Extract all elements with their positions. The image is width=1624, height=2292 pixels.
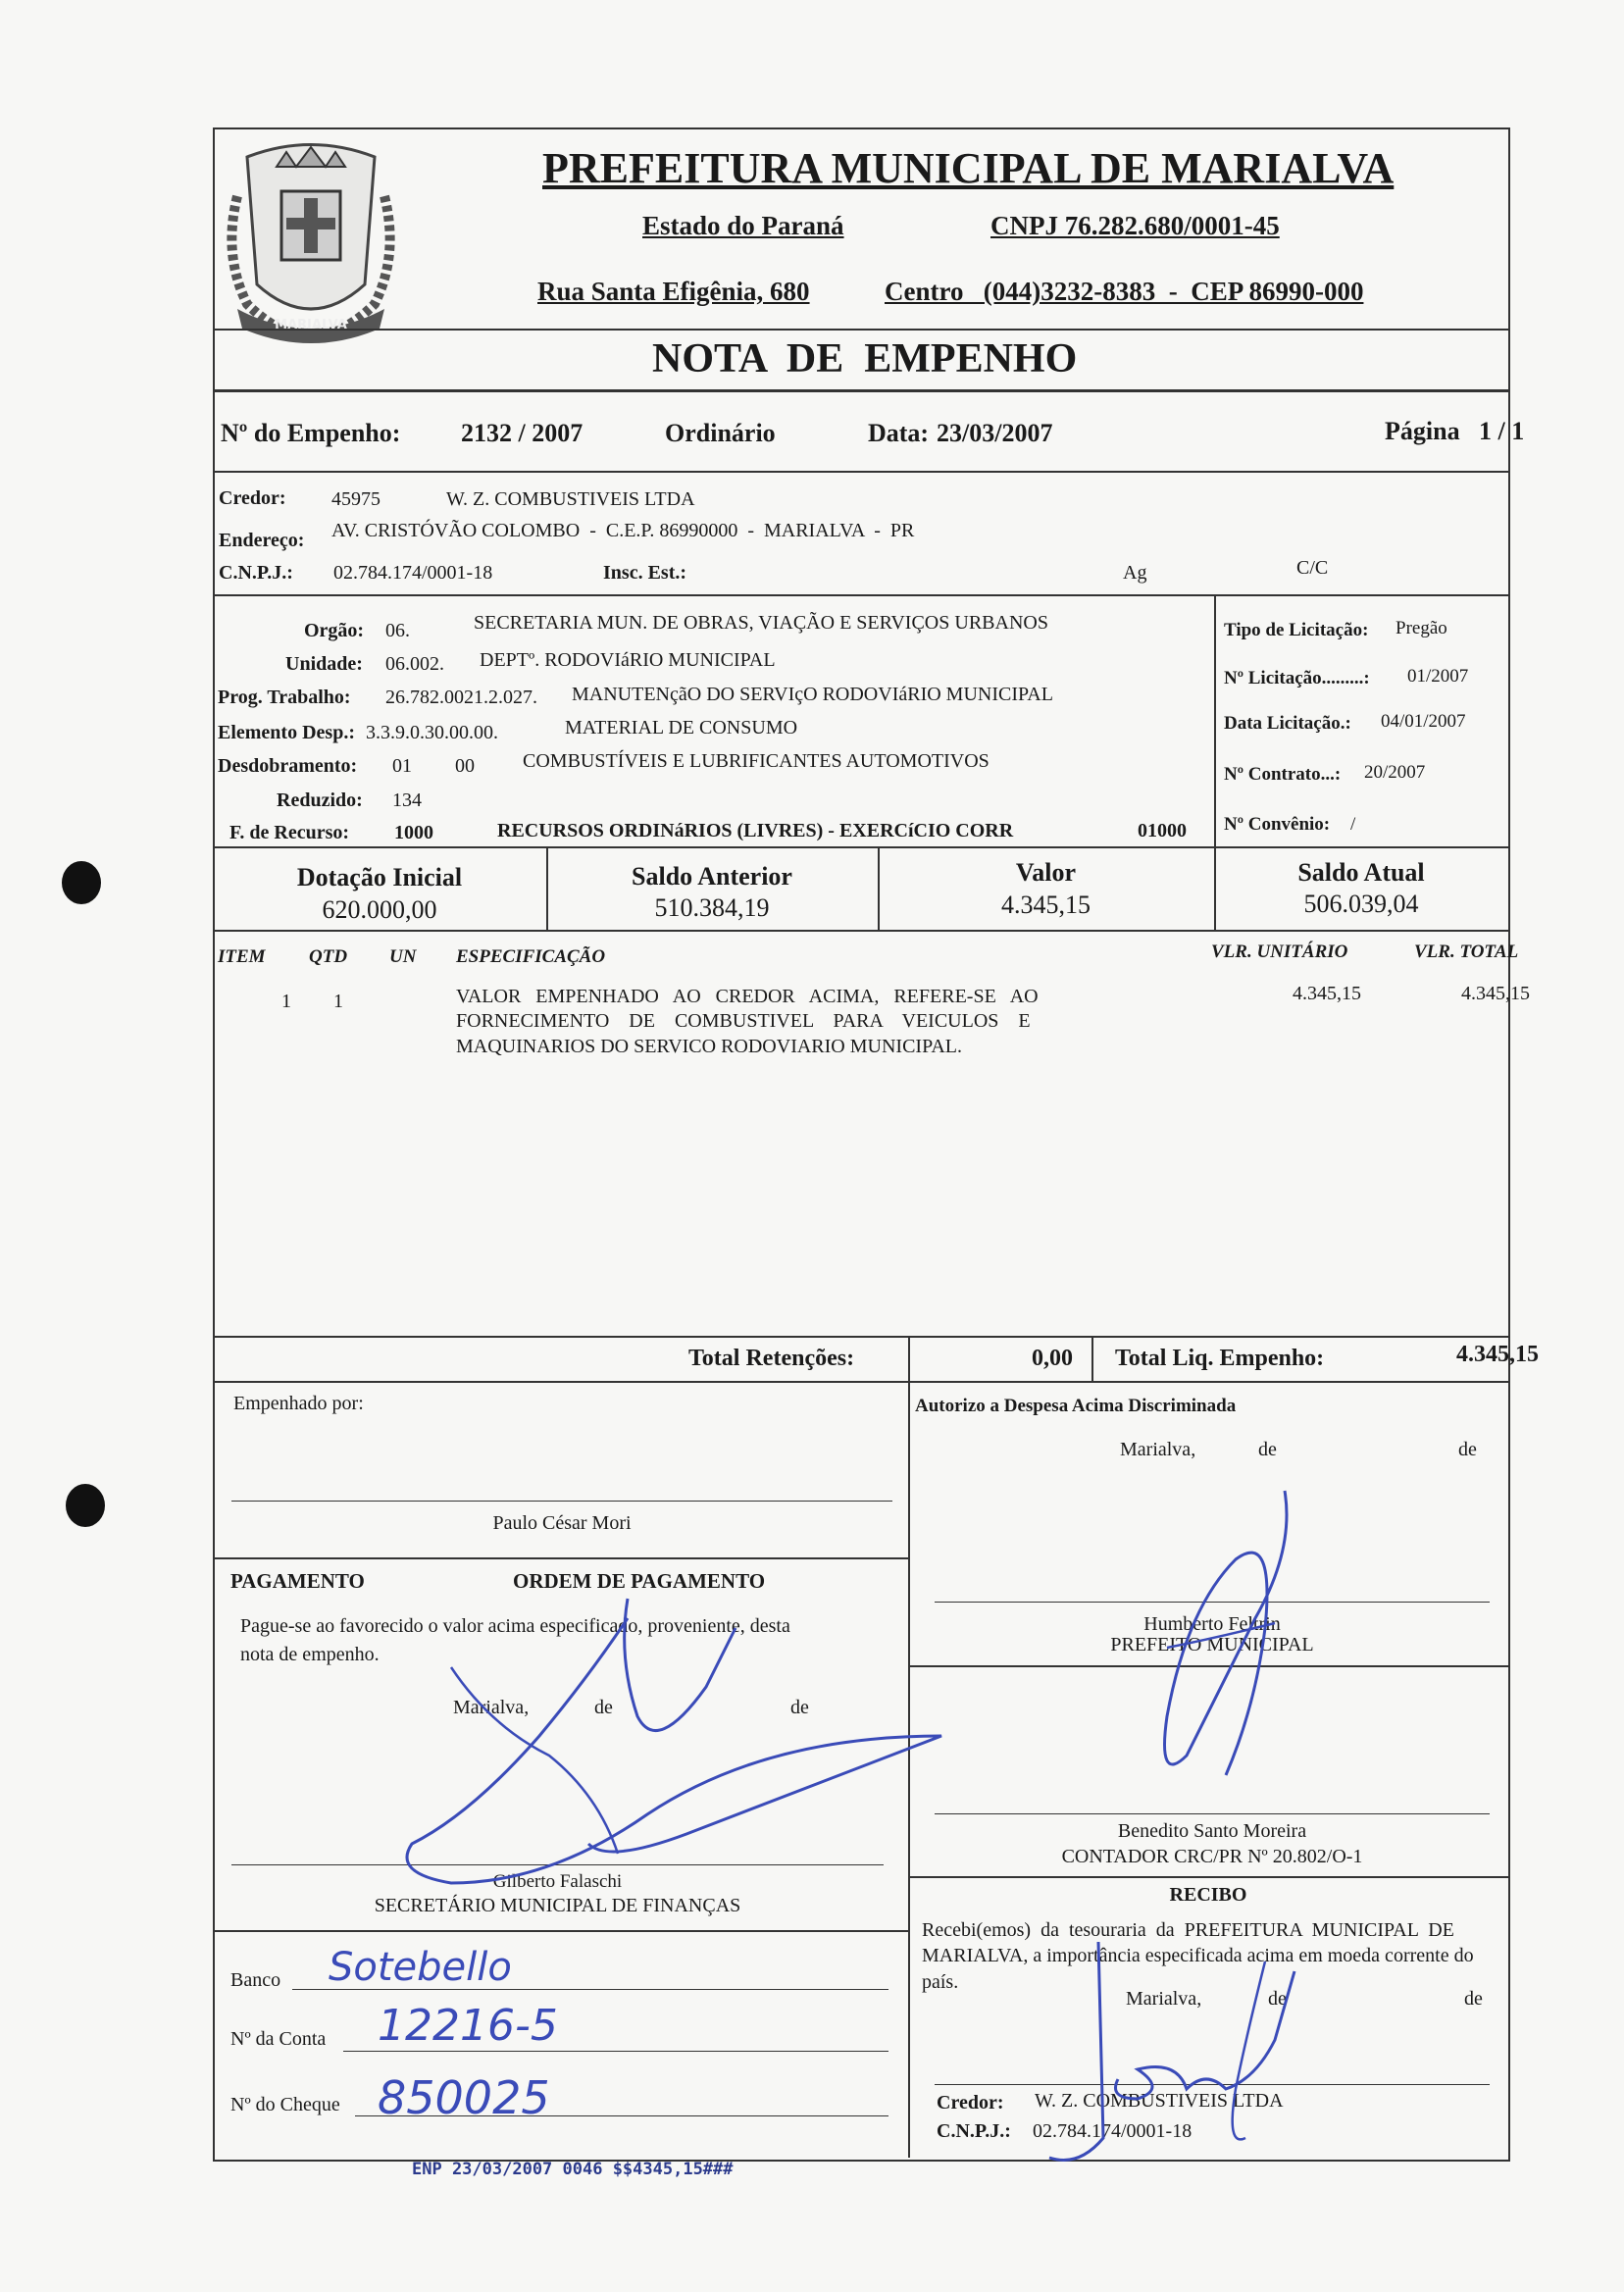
saldo-anterior-label: Saldo Anterior bbox=[632, 862, 792, 891]
contrato-number: 20/2007 bbox=[1364, 762, 1426, 783]
empenho-date: 23/03/2007 bbox=[937, 419, 1053, 447]
recibo-title: RECIBO bbox=[1169, 1884, 1247, 1906]
recibo-cnpj-label: C.N.P.J.: bbox=[937, 2120, 1011, 2142]
conta-label: Nº da Conta bbox=[230, 2028, 327, 2050]
signature-line bbox=[935, 1813, 1490, 1814]
mayor-title: PREFEITO MUNICIPAL bbox=[1110, 1634, 1314, 1655]
pagamento-label: PAGAMENTO bbox=[230, 1569, 365, 1593]
header-street: Rua Santa Efigênia, 680 bbox=[537, 277, 810, 306]
item-number: 1 bbox=[281, 991, 291, 1012]
dotacao-label: Dotação Inicial bbox=[296, 863, 463, 891]
page-number: 1 / 1 bbox=[1479, 417, 1525, 445]
elemento-code: 3.3.9.0.30.00.00. bbox=[366, 722, 498, 743]
conta-handwritten: 12216-5 bbox=[378, 2001, 558, 2051]
empenho-date-label: Data: bbox=[868, 419, 930, 447]
credor-name: W. Z. COMBUSTIVEIS LTDA bbox=[446, 488, 695, 510]
col-header-especificacao: ESPECIFICAÇÃO bbox=[456, 946, 606, 967]
ag-label: Ag bbox=[1123, 562, 1147, 584]
credor-cnpj-label: C.N.P.J.: bbox=[219, 562, 293, 584]
numero-licitacao-label: Nº Licitação.........: bbox=[1224, 668, 1370, 688]
header-cnpj: CNPJ 76.282.680/0001-45 bbox=[990, 211, 1280, 240]
autorizo-label: Autorizo a Despesa Acima Discriminada bbox=[915, 1396, 1237, 1416]
cheque-label: Nº do Cheque bbox=[230, 2094, 340, 2115]
recurso-label: F. de Recurso: bbox=[229, 822, 350, 843]
item-spec-line-2: FORNECIMENTO DE COMBUSTIVEL PARA VEICULOS E bbox=[456, 1010, 1031, 1032]
retencoes-label: Total Retenções: bbox=[688, 1346, 855, 1371]
contrato-label: Nº Contrato...: bbox=[1224, 764, 1342, 785]
desdobramento-code-1: 01 bbox=[392, 755, 412, 777]
col-header-vlr-unitario: VLR. UNITÁRIO bbox=[1211, 942, 1348, 962]
punch-hole bbox=[66, 1484, 105, 1527]
desdobramento-code-2: 00 bbox=[455, 755, 475, 777]
recibo-de-2: de bbox=[1464, 1988, 1483, 2010]
col-header-item: ITEM bbox=[218, 946, 266, 967]
valor-value: 4.345,15 bbox=[1001, 891, 1091, 919]
prog-trabalho-code: 26.782.0021.2.027. bbox=[385, 687, 537, 708]
municipal-crest-logo bbox=[218, 137, 404, 343]
unidade-label: Unidade: bbox=[285, 653, 363, 675]
empenhado-label: Empenhado por: bbox=[233, 1393, 364, 1414]
data-licitacao: 04/01/2007 bbox=[1381, 711, 1466, 732]
document-title: NOTA DE EMPENHO bbox=[652, 336, 1078, 382]
credor-cnpj: 02.784.174/0001-18 bbox=[333, 562, 493, 584]
header-state: Estado do Paraná bbox=[642, 211, 844, 240]
divider bbox=[213, 471, 1508, 473]
data-licitacao-label: Data Licitação.: bbox=[1224, 713, 1351, 734]
retencoes-value: 0,00 bbox=[1032, 1346, 1073, 1371]
col-header-qtd: QTD bbox=[309, 946, 348, 967]
divider bbox=[908, 1876, 1508, 1878]
address-label: Endereço: bbox=[219, 530, 305, 551]
divider bbox=[1091, 1336, 1093, 1381]
divider bbox=[1214, 594, 1216, 846]
prog-trabalho-label: Prog. Trabalho: bbox=[218, 687, 351, 708]
empenho-label: Nº do Empenho: bbox=[221, 419, 401, 447]
divider bbox=[213, 930, 1508, 932]
recibo-text-2: MARIALVA, a importância especificada acima em moeda corrente do bbox=[922, 1945, 1474, 1966]
pagamento-text-1: Pague-se ao favorecido o valor acima especificado, proveniente, desta bbox=[240, 1615, 790, 1637]
recibo-signature bbox=[1020, 1942, 1314, 2177]
header-title: PREFEITURA MUNICIPAL DE MARIALVA bbox=[542, 144, 1395, 192]
col-header-vlr-total: VLR. TOTAL bbox=[1414, 942, 1519, 962]
divider bbox=[213, 846, 1508, 848]
punch-hole bbox=[62, 861, 101, 904]
pagamento-de-2: de bbox=[790, 1697, 809, 1718]
credor-label: Credor: bbox=[219, 487, 286, 509]
tipo-licitacao: Pregão bbox=[1396, 618, 1447, 638]
secretary-title: SECRETÁRIO MUNICIPAL DE FINANÇAS bbox=[374, 1895, 741, 1916]
insc-est-label: Insc. Est.: bbox=[603, 562, 687, 584]
divider bbox=[213, 329, 1508, 331]
autorizo-de-1: de bbox=[1258, 1439, 1277, 1460]
recibo-credor-name: W. Z. COMBUSTIVEIS LTDA bbox=[1035, 2090, 1284, 2112]
saldo-anterior-value: 510.384,19 bbox=[654, 893, 770, 922]
unidade-code: 06.002. bbox=[385, 653, 444, 675]
elemento-desc: MATERIAL DE CONSUMO bbox=[565, 717, 798, 739]
item-spec-line-3: MAQUINARIOS DO SERVICO RODOVIARIO MUNICIPAL. bbox=[456, 1036, 963, 1057]
register-stamp: ENP 23/03/2007 0046 $$4345,15### bbox=[412, 2160, 734, 2179]
tipo-licitacao-label: Tipo de Licitação: bbox=[1224, 620, 1369, 640]
convenio-number: / bbox=[1350, 814, 1356, 835]
accountant-name: Benedito Santo Moreira bbox=[1117, 1820, 1307, 1842]
autorizo-de-2: de bbox=[1458, 1439, 1477, 1460]
conta-line bbox=[343, 2051, 888, 2052]
orgao-label: Orgão: bbox=[304, 620, 365, 641]
cheque-handwritten: 850025 bbox=[378, 2071, 550, 2124]
recibo-place: Marialva, bbox=[1126, 1988, 1202, 2010]
recibo-cnpj: 02.784.174/0001-18 bbox=[1033, 2120, 1193, 2142]
banco-handwritten: Sotebello bbox=[329, 1945, 512, 1990]
empenho-number: 2132 / 2007 bbox=[461, 419, 584, 447]
item-spec-line-1: VALOR EMPENHADO AO CREDOR ACIMA, REFERE-SE AO bbox=[456, 986, 1039, 1007]
recibo-text-3: país. bbox=[922, 1971, 959, 1993]
page-label: Página bbox=[1385, 417, 1460, 445]
divider bbox=[213, 594, 1508, 596]
unidade-desc: DEPTº. RODOVIáRIO MUNICIPAL bbox=[480, 649, 776, 671]
valor-label: Valor bbox=[1015, 858, 1077, 887]
desdobramento-desc: COMBUSTÍVEIS E LUBRIFICANTES AUTOMOTIVOS bbox=[523, 750, 990, 772]
reduzido-label: Reduzido: bbox=[277, 789, 363, 811]
empenho-type: Ordinário bbox=[665, 419, 776, 447]
orgao-code: 06. bbox=[385, 620, 410, 641]
recibo-text-1: Recebi(emos) da tesouraria da PREFEITURA MUNICIPAL DE bbox=[922, 1919, 1454, 1941]
dotacao-value: 620.000,00 bbox=[322, 895, 437, 924]
item-vlr-unitario: 4.345,15 bbox=[1293, 983, 1361, 1004]
reduzido-code: 134 bbox=[392, 789, 422, 811]
pagamento-text-2: nota de empenho. bbox=[240, 1644, 380, 1665]
cc-label: C/C bbox=[1296, 557, 1329, 579]
header-phone-cep: Centro (044)3232-8383 - CEP 86990-000 bbox=[885, 277, 1364, 306]
mayor-signature bbox=[1147, 1491, 1373, 1785]
banco-label: Banco bbox=[230, 1969, 281, 1991]
total-liquido-value: 4.345,15 bbox=[1456, 1342, 1539, 1367]
secretary-signature bbox=[392, 1559, 981, 1912]
pagamento-de-1: de bbox=[594, 1697, 613, 1718]
divider bbox=[908, 1336, 910, 1381]
ordem-pagamento-label: ORDEM DE PAGAMENTO bbox=[513, 1569, 766, 1593]
autorizo-place: Marialva, bbox=[1120, 1439, 1196, 1460]
prog-trabalho-desc: MANUTENçãO DO SERVIçO RODOVIáRIO MUNICIPAL bbox=[572, 684, 1053, 705]
mayor-name: Humberto Feltrin bbox=[1143, 1613, 1281, 1635]
numero-licitacao: 01/2007 bbox=[1407, 666, 1469, 687]
saldo-atual-label: Saldo Atual bbox=[1297, 858, 1425, 887]
crest-banner-text: MARIALVA bbox=[275, 318, 347, 332]
credor-address: AV. CRISTÓVÃO COLOMBO - C.E.P. 86990000 - MARIALVA - PR bbox=[331, 520, 915, 541]
empenhado-name: Paulo César Mori bbox=[492, 1512, 632, 1534]
divider bbox=[213, 1336, 1508, 1338]
elemento-label: Elemento Desp.: bbox=[218, 722, 355, 743]
accountant-title: CONTADOR CRC/PR Nº 20.802/O-1 bbox=[1061, 1846, 1363, 1867]
pagamento-place: Marialva, bbox=[453, 1697, 530, 1718]
col-header-un: UN bbox=[389, 946, 417, 967]
secretary-name: Gilberto Falaschi bbox=[492, 1871, 623, 1892]
orgao-desc: SECRETARIA MUN. DE OBRAS, VIAÇÃO E SERVIÇOS URBANOS bbox=[474, 612, 1048, 634]
total-liquido-label: Total Liq. Empenho: bbox=[1115, 1346, 1325, 1371]
divider bbox=[213, 389, 1508, 392]
desdobramento-label: Desdobramento: bbox=[218, 755, 358, 777]
recurso-code: 1000 bbox=[394, 822, 433, 843]
recibo-credor-label: Credor: bbox=[937, 2092, 1004, 2114]
credor-code: 45975 bbox=[331, 488, 381, 510]
recibo-de-1: de bbox=[1268, 1988, 1287, 2010]
item-qtd: 1 bbox=[333, 991, 343, 1012]
convenio-label: Nº Convênio: bbox=[1224, 814, 1331, 835]
saldo-atual-value: 506.039,04 bbox=[1303, 890, 1419, 918]
recurso-desc: RECURSOS ORDINáRIOS (LIVRES) - EXERCíCIO CORR bbox=[497, 820, 1014, 841]
divider bbox=[213, 1930, 908, 1932]
item-vlr-total: 4.345,15 bbox=[1461, 983, 1530, 1004]
recurso-code-2: 01000 bbox=[1138, 820, 1187, 841]
signature-line bbox=[231, 1501, 892, 1502]
divider bbox=[213, 1381, 1508, 1383]
